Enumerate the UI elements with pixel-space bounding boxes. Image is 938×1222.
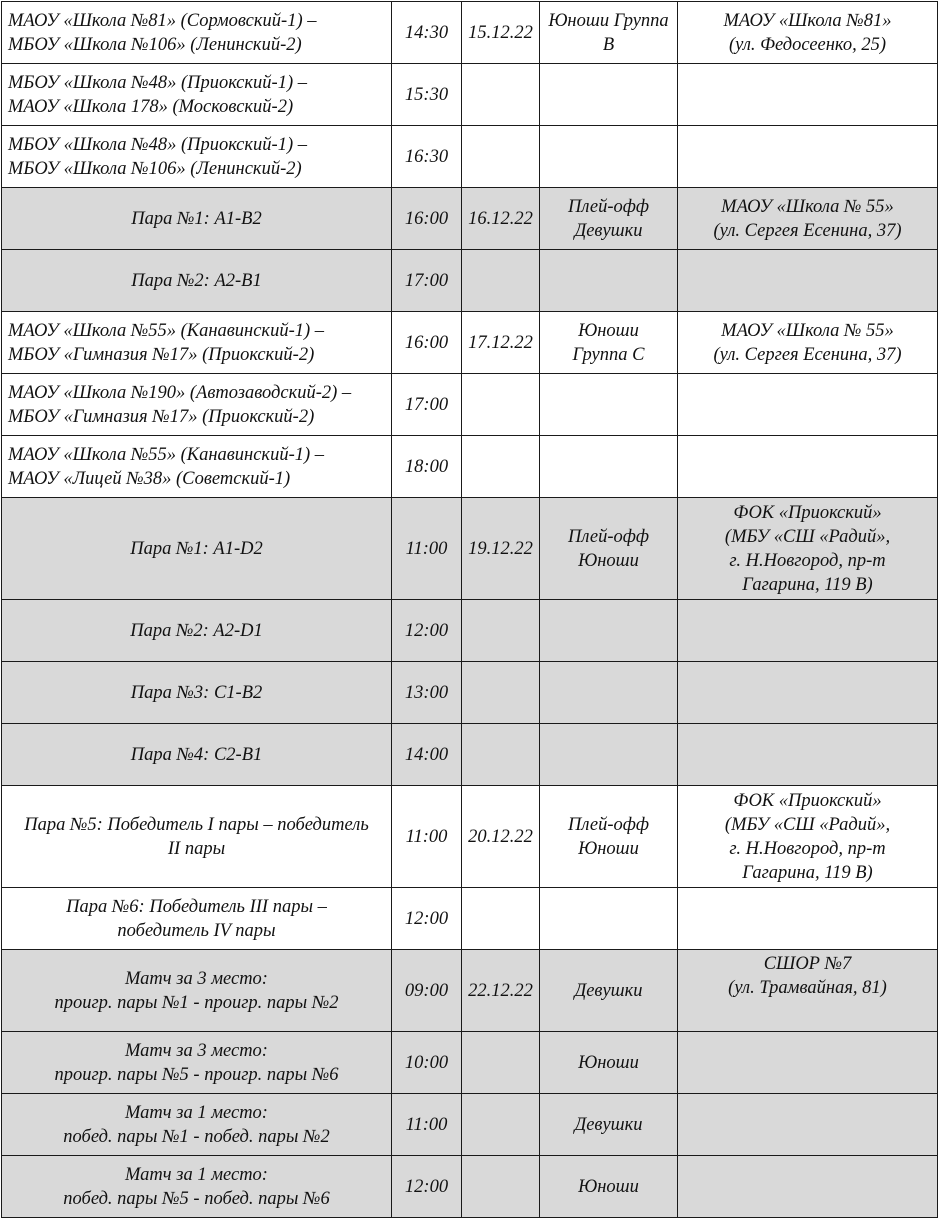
cell-line: МБОУ «Школа №106» (Ленинский-2)	[8, 34, 302, 55]
group-cell	[540, 436, 678, 498]
group-cell	[540, 374, 678, 436]
match-cell	[2, 436, 392, 498]
cell-line: Пара №3: С1-В2	[130, 682, 263, 703]
match-cell	[2, 600, 392, 662]
cell-line: Юноши	[578, 1176, 639, 1197]
cell-line: проигр. пары №5 - проигр. пары №6	[54, 1064, 339, 1085]
cell-line: Плей-офф	[567, 196, 650, 217]
cell-line: Матч за 3 место:	[125, 1040, 268, 1061]
table-row	[2, 888, 938, 950]
table-row	[2, 1094, 938, 1156]
cell-line: Гагарина, 119 В)	[742, 862, 873, 883]
cell-line: МАОУ «Лицей №38» (Советский-1)	[8, 468, 291, 489]
group-cell	[540, 498, 678, 600]
table-row	[2, 250, 938, 312]
cell-line: МАОУ «Школа №81»	[723, 10, 892, 31]
time-cell: 17:00	[392, 374, 462, 436]
cell-line: побед. пары №5 - побед. пары №6	[63, 1188, 330, 1209]
time-cell: 10:00	[392, 1032, 462, 1094]
cell-line: (ул. Трамвайная, 81)	[728, 978, 887, 998]
venue-cell	[678, 600, 938, 662]
date-cell	[462, 436, 540, 498]
venue-cell	[678, 950, 938, 1032]
cell-line: Девушки	[574, 1114, 643, 1135]
match-cell	[2, 64, 392, 126]
cell-line: Гагарина, 119 В)	[742, 574, 873, 595]
cell-line: МАОУ «Школа №55» (Канавинский-1) –	[8, 320, 325, 341]
cell-line: МБОУ «Гимназия №17» (Приокский-2)	[8, 344, 315, 365]
match-cell	[2, 250, 392, 312]
group-cell	[540, 1032, 678, 1094]
match-cell	[2, 2, 392, 64]
date-cell: 16.12.22	[462, 188, 540, 250]
cell-line: МБОУ «Школа №48» (Приокский-1) –	[8, 72, 307, 93]
cell-line: Пара №1: А1-D2	[130, 538, 263, 559]
group-cell	[540, 250, 678, 312]
venue-cell	[678, 126, 938, 188]
time-cell: 12:00	[392, 888, 462, 950]
cell-line: Девушки	[574, 980, 643, 1001]
cell-line: (МБУ «СШ «Радий»,	[724, 814, 891, 835]
cell-line: Пара №5: Победитель I пары – победитель	[24, 814, 369, 835]
table-row	[2, 786, 938, 888]
date-cell: 22.12.22	[462, 950, 540, 1032]
cell-line: СШОР №7	[763, 954, 852, 974]
time-cell: 12:00	[392, 600, 462, 662]
date-cell	[462, 888, 540, 950]
table-row	[2, 950, 938, 1032]
group-cell	[540, 724, 678, 786]
time-cell: 16:30	[392, 126, 462, 188]
venue-cell	[678, 64, 938, 126]
match-cell	[2, 126, 392, 188]
cell-line: г. Н.Новгород, пр-т	[729, 838, 886, 859]
cell-line: МБОУ «Школа №48» (Приокский-1) –	[8, 134, 307, 155]
time-cell: 14:30	[392, 2, 462, 64]
venue-cell	[678, 1156, 938, 1218]
venue-cell	[678, 1032, 938, 1094]
date-cell: 20.12.22	[462, 786, 540, 888]
cell-line: Юноши	[578, 1052, 639, 1073]
match-cell	[2, 1032, 392, 1094]
group-cell	[540, 312, 678, 374]
match-cell	[2, 786, 392, 888]
date-cell	[462, 374, 540, 436]
cell-line: Группа С	[572, 344, 645, 365]
cell-line: Юноши	[578, 838, 639, 859]
time-cell: 13:00	[392, 662, 462, 724]
venue-cell	[678, 888, 938, 950]
cell-line: МАОУ «Школа № 55»	[721, 196, 894, 217]
cell-line: МАОУ «Школа №190» (Автозаводский-2) –	[8, 382, 352, 403]
match-cell	[2, 662, 392, 724]
schedule-body	[2, 2, 938, 1218]
table-row	[2, 374, 938, 436]
date-cell	[462, 600, 540, 662]
time-cell: 15:30	[392, 64, 462, 126]
group-cell	[540, 2, 678, 64]
date-cell	[462, 126, 540, 188]
table-row	[2, 1032, 938, 1094]
time-cell: 11:00	[392, 1094, 462, 1156]
time-cell: 17:00	[392, 250, 462, 312]
cell-line: Пара №4: С2-В1	[130, 744, 263, 765]
table-row	[2, 498, 938, 600]
time-cell: 16:00	[392, 188, 462, 250]
time-cell: 18:00	[392, 436, 462, 498]
date-cell	[462, 1094, 540, 1156]
venue-cell	[678, 2, 938, 64]
time-cell: 12:00	[392, 1156, 462, 1218]
cell-line: (МБУ «СШ «Радий»,	[724, 526, 891, 547]
venue-cell	[678, 498, 938, 600]
cell-line: (ул. Сергея Есенина, 37)	[713, 344, 902, 365]
cell-line: МАОУ «Школа № 55»	[721, 320, 894, 341]
group-cell	[540, 64, 678, 126]
group-cell	[540, 600, 678, 662]
time-cell: 11:00	[392, 786, 462, 888]
cell-line: МАОУ «Школа №55» (Канавинский-1) –	[8, 444, 325, 465]
venue-cell	[678, 1094, 938, 1156]
schedule-table	[1, 1, 938, 1218]
date-cell	[462, 1032, 540, 1094]
cell-line: (ул. Федосеенко, 25)	[728, 34, 887, 55]
table-row	[2, 1156, 938, 1218]
cell-line: проигр. пары №1 - проигр. пары №2	[54, 992, 339, 1013]
date-cell	[462, 250, 540, 312]
cell-line: Пара №6: Победитель III пары –	[66, 896, 327, 917]
venue-cell	[678, 312, 938, 374]
match-cell	[2, 312, 392, 374]
venue-cell	[678, 786, 938, 888]
group-cell	[540, 786, 678, 888]
cell-line: Плей-офф	[567, 814, 650, 835]
cell-line: побед. пары №1 - побед. пары №2	[63, 1126, 330, 1147]
match-cell	[2, 724, 392, 786]
group-cell	[540, 888, 678, 950]
date-cell: 19.12.22	[462, 498, 540, 600]
table-row	[2, 64, 938, 126]
cell-line: В	[602, 34, 615, 55]
group-cell	[540, 126, 678, 188]
match-cell	[2, 498, 392, 600]
table-row	[2, 436, 938, 498]
cell-line: Матч за 1 место:	[125, 1164, 268, 1185]
date-cell	[462, 662, 540, 724]
match-cell	[2, 188, 392, 250]
table-row	[2, 312, 938, 374]
match-cell	[2, 888, 392, 950]
group-cell	[540, 1156, 678, 1218]
cell-line: Юноши	[578, 320, 639, 341]
group-cell	[540, 662, 678, 724]
cell-line: победитель IV пары	[117, 920, 276, 941]
table-row	[2, 2, 938, 64]
venue-cell	[678, 374, 938, 436]
cell-line: Юноши Группа	[548, 10, 669, 31]
table-row	[2, 724, 938, 786]
time-cell: 11:00	[392, 498, 462, 600]
time-cell: 14:00	[392, 724, 462, 786]
cell-line: ФОК «Приокский»	[733, 502, 882, 523]
cell-line: Девушки	[574, 220, 643, 241]
time-cell: 09:00	[392, 950, 462, 1032]
venue-cell	[678, 436, 938, 498]
group-cell	[540, 188, 678, 250]
date-cell	[462, 1156, 540, 1218]
venue-cell	[678, 188, 938, 250]
date-cell	[462, 64, 540, 126]
cell-line: Плей-офф	[567, 526, 650, 547]
time-cell: 16:00	[392, 312, 462, 374]
cell-line: МБОУ «Школа №106» (Ленинский-2)	[8, 158, 302, 179]
date-cell	[462, 724, 540, 786]
cell-line: (ул. Сергея Есенина, 37)	[713, 220, 902, 241]
cell-line: МБОУ «Гимназия №17» (Приокский-2)	[8, 406, 315, 427]
venue-cell	[678, 662, 938, 724]
group-cell	[540, 1094, 678, 1156]
cell-line: Пара №2: А2-D1	[130, 620, 263, 641]
cell-line: Матч за 3 место:	[125, 968, 268, 989]
cell-line: МАОУ «Школа №81» (Сормовский-1) –	[8, 10, 317, 31]
table-row	[2, 126, 938, 188]
cell-line: г. Н.Новгород, пр-т	[729, 550, 886, 571]
cell-line: Юноши	[578, 550, 639, 571]
match-cell	[2, 374, 392, 436]
match-cell	[2, 1156, 392, 1218]
match-cell	[2, 1094, 392, 1156]
cell-line: II пары	[167, 838, 226, 859]
table-row	[2, 600, 938, 662]
venue-cell	[678, 724, 938, 786]
date-cell: 15.12.22	[462, 2, 540, 64]
venue-cell	[678, 250, 938, 312]
table-row	[2, 662, 938, 724]
cell-line: ФОК «Приокский»	[733, 790, 882, 811]
group-cell	[540, 950, 678, 1032]
cell-line: Матч за 1 место:	[125, 1102, 268, 1123]
cell-line: Пара №2: А2-В1	[131, 270, 262, 291]
cell-line: МАОУ «Школа 178» (Московский-2)	[8, 96, 294, 117]
date-cell: 17.12.22	[462, 312, 540, 374]
table-row	[2, 188, 938, 250]
match-cell	[2, 950, 392, 1032]
cell-line: Пара №1: А1-В2	[131, 208, 262, 229]
